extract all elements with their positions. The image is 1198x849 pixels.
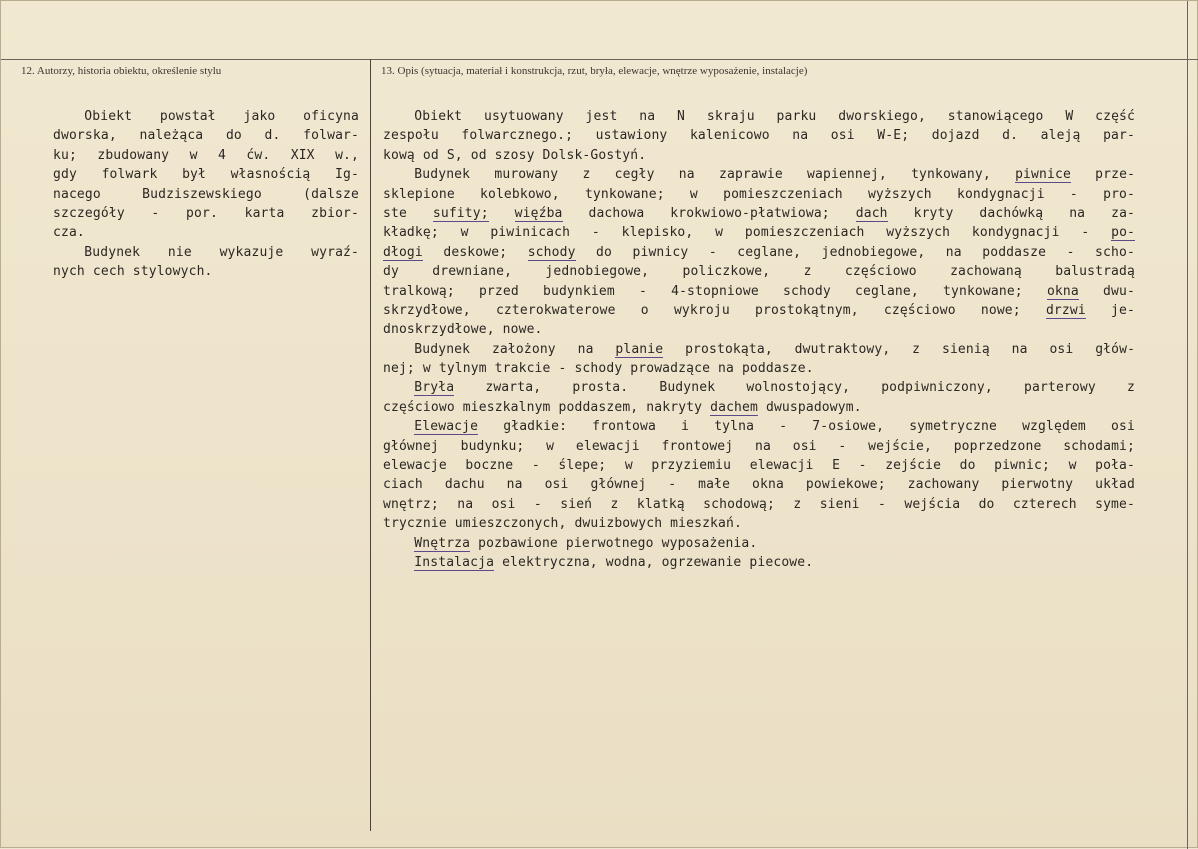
- text-line: cza.: [53, 225, 85, 241]
- text-line: kową od S, od szosy Dolsk-Gostyń.: [383, 147, 647, 163]
- text-line: nej; w tylnym trakcie - schody prowadzące na poddasze.: [383, 361, 814, 377]
- text-line: Obiekt usytuowany jest na N skraju parku dworskiego, stanowiącego W część: [414, 109, 1135, 124]
- text-line: Budynek założony na planie prostokąta, dwutraktowy, z sienią na osi głów-: [414, 341, 1136, 357]
- text-line: dnoskrzydłowe, nowe.: [383, 322, 543, 338]
- text-line: dy drewniane, jednobiegowe, policzkowe, z częściowo zachowaną balustradą: [383, 264, 1135, 280]
- text-line: Elewacje gładkie: frontowa i tylna - 7-osiowe, symetryczne względem osi: [414, 419, 1135, 435]
- text-line: elewacje boczne - ślepe; w przyziemiu elewacji E - zejście do piwnic; w poła-: [383, 458, 1135, 474]
- section-13-title: 13. Opis (sytuacja, materiał i konstrukcja, rzut, bryła, elewacje, wnętrze wyposażenie, instalacje): [381, 65, 808, 77]
- text-line: Wnętrza pozbawione pierwotnego wyposażenia.: [414, 535, 758, 551]
- text-line: dworska, należąca do d. folwar-: [53, 128, 359, 144]
- text-line: zespołu folwarcznego.; ustawiony kalenicowo na osi W-E; dojazd d. aleją par-: [383, 128, 1135, 144]
- text-line: Bryła zwarta, prosta. Budynek wolnostojący, podpiwniczony, parterowy z: [414, 380, 1135, 396]
- text-line: Instalacja elektryczna, wodna, ogrzewanie piecowe.: [414, 554, 814, 570]
- text-line: kładkę; w piwinicach - klepisko, w pomieszczeniach wyższych kondygnacji - po-: [383, 225, 1136, 241]
- section-12-title: 12. Autorzy, historia obiektu, określenie stylu: [21, 65, 222, 77]
- text-line: ste sufity; więźba dachowa krokwiowo-płatwiowa; dach kryty dachówką na za-: [383, 205, 1136, 221]
- text-line: ku; zbudowany w 4 ćw. XIX w.,: [53, 147, 359, 163]
- text-line: Obiekt powstał jako oficyna: [84, 109, 359, 124]
- text-line: ciach dachu na osi głównej - małe okna powiekowe; zachowany pierwotny układ: [383, 477, 1135, 493]
- header-rule: [1, 59, 1198, 60]
- text-line: trycznie umieszczonych, dwuizbowych mieszkań.: [383, 516, 742, 532]
- text-line: wnętrz; na osi - sień z klatką schodową; z sieni - wejścia do czterech syme-: [383, 496, 1135, 512]
- description-text: [383, 107, 1135, 572]
- history-text: [53, 107, 359, 282]
- text-line: skrzydłowe, czterokwaterowe o wykroju prostokątnym, częściowo nowe; drzwi je-: [383, 302, 1135, 318]
- text-line: częściowo mieszkalnym poddaszem, nakryty dachem dwuspadowym.: [383, 399, 862, 415]
- text-line: gdy folwark był własnością Ig-: [53, 167, 359, 183]
- text-line: szczegóły - por. karta zbior-: [53, 205, 359, 221]
- text-line: Budynek nie wykazuje wyraź-: [84, 244, 359, 260]
- card-edge-rule: [1187, 1, 1188, 849]
- text-line: Budynek murowany z cegły na zaprawie wapiennej, tynkowany, piwnice prze-: [414, 167, 1136, 183]
- text-line: sklepione kolebkowo, tynkowane; w pomieszczeniach wyższych kondygnacji - pro-: [383, 186, 1135, 202]
- text-line: nych cech stylowych.: [53, 264, 213, 280]
- text-line: tralkową; przed budynkiem - 4-stopniowe schody ceglane, tynkowane; okna dwu-: [383, 283, 1135, 299]
- text-line: nacego Budziszewskiego (dalsze: [53, 186, 359, 202]
- text-line: głównej budynku; w elewacji frontowej na osi - wejście, poprzedzone schodami;: [383, 438, 1135, 454]
- text-line: dłogi deskowe; schody do piwnicy - ceglane, jednobiegowe, na poddasze - scho-: [383, 244, 1135, 260]
- column-divider: [370, 59, 371, 831]
